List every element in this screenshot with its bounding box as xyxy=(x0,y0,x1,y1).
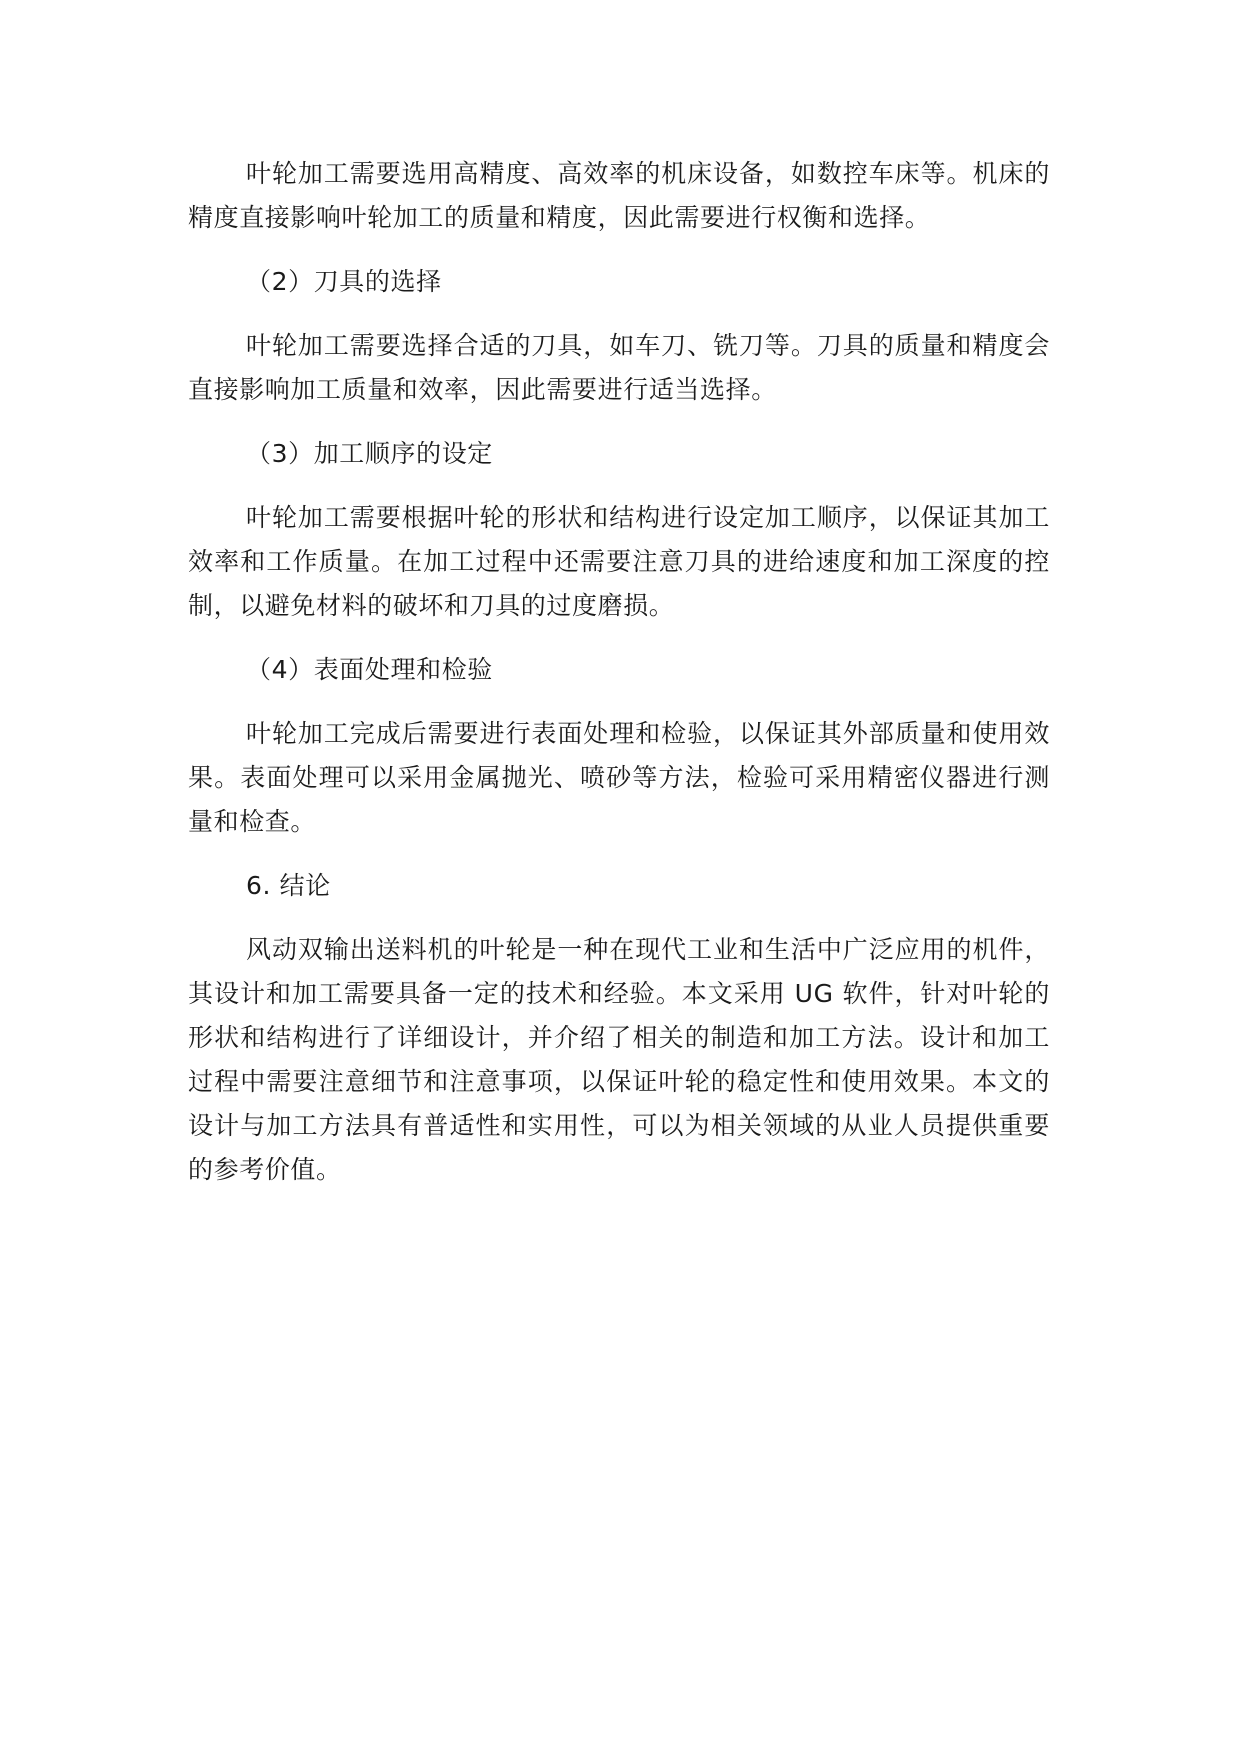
heading-machining-order: （3）加工顺序的设定 xyxy=(246,439,493,468)
document-body xyxy=(188,152,1050,1212)
heading-surface-treatment: （4）表面处理和检验 xyxy=(246,655,493,684)
paragraph-tool-selection: 叶轮加工需要选择合适的刀具，如车刀、铣刀等。刀具的质量和精度会直接影响加工质量和效率，因此需要进行适当选择。 xyxy=(188,331,1050,404)
heading-tool-selection: （2）刀具的选择 xyxy=(246,267,442,296)
heading-conclusion: 6. 结论 xyxy=(246,871,331,900)
paragraph-conclusion: 风动双输出送料机的叶轮是一种在现代工业和生活中广泛应用的机件，其设计和加工需要具备一定的技术和经验。本文采用 UG 软件，针对叶轮的形状和结构进行了详细设计，并介绍了相关的制造和加工方法。设计和加工过程中需要注意细节和注意事项，以保证叶轮的稳定性和使用效果。本文的设计与加工方法具有普适性和实用性，可以为相关领域的从业人员提供重要的参考价值。 xyxy=(188,935,1050,1184)
paragraph-machine-tool: 叶轮加工需要选用高精度、高效率的机床设备，如数控车床等。机床的精度直接影响叶轮加工的质量和精度，因此需要进行权衡和选择。 xyxy=(188,159,1050,232)
paragraph-surface-treatment: 叶轮加工完成后需要进行表面处理和检验，以保证其外部质量和使用效果。表面处理可以采用金属抛光、喷砂等方法，检验可采用精密仪器进行测量和检查。 xyxy=(188,719,1050,836)
paragraph-machining-order: 叶轮加工需要根据叶轮的形状和结构进行设定加工顺序，以保证其加工效率和工作质量。在加工过程中还需要注意刀具的进给速度和加工深度的控制，以避免材料的破坏和刀具的过度磨损。 xyxy=(188,503,1050,620)
